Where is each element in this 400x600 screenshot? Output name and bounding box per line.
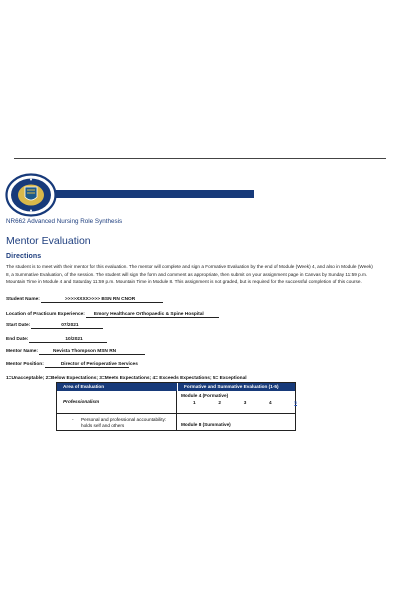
rating-2[interactable]: 2 xyxy=(218,400,221,405)
rating-3[interactable]: 3 xyxy=(243,400,247,405)
top-rule xyxy=(14,158,386,159)
mentor-name-label: Mentor Name: xyxy=(6,349,38,354)
location-value: Emory Healthcare Orthopaedic & Spine Hospital xyxy=(86,312,219,318)
location-field xyxy=(6,312,219,318)
rating-1[interactable]: 1 xyxy=(193,400,196,405)
directions-heading: Directions xyxy=(6,253,42,260)
module4-label: Module 4 (Formative) xyxy=(181,393,229,398)
evaluation-table xyxy=(56,382,296,431)
table-row xyxy=(57,414,295,430)
rating-options xyxy=(193,400,297,405)
row-label-professionalism: Professionalism xyxy=(57,391,177,413)
criterion-text: Personal and professional accountability: holds self and others xyxy=(81,417,167,428)
mentor-position-field xyxy=(6,362,138,368)
table-header-row xyxy=(57,383,295,391)
mentor-name-field xyxy=(6,349,145,355)
rating-scale-legend: 1=Unacceptable; 2=Below Expectations; 3=Meets Expectations; 4= Exceeds Expectations; 5= Exceptional xyxy=(6,376,247,381)
student-name-label: Student Name: xyxy=(6,297,40,302)
end-date-label: End Date: xyxy=(6,337,29,342)
end-date-value: 10/2021 xyxy=(29,337,107,343)
module8-label: Module 8 (Summative) xyxy=(181,422,231,427)
mentor-position-value: Director of Perioperative Services xyxy=(45,362,129,368)
table-header-area: Area of Evaluation xyxy=(57,383,178,391)
table-row xyxy=(57,391,295,414)
start-date-label: Start Date: xyxy=(6,323,31,328)
course-name: NR662 Advanced Nursing Role Synthesis xyxy=(6,218,123,225)
student-name-field xyxy=(6,297,163,303)
student-name-value: >>>>XXXX>>>> BSN RN CNOR xyxy=(41,297,163,303)
start-date-field xyxy=(6,323,103,329)
end-date-field xyxy=(6,337,107,343)
mentor-position-label: Mentor Position: xyxy=(6,362,44,367)
mentor-name-value: Nevista Thompson MSN RN xyxy=(39,349,145,355)
directions-text: The student is to meet with their mentor for this evaluation. The mentor will complete and sign a Formative Evaluation by the end of Module (Week) 4, and also in Module (Week) 8, a Summative Evaluation, of the session. The student will sign the form and comment as appropriate, then submit on your assignment page in Canvas by Sunday 11:59 p.m. Mountain Time in Module 4 and Saturday 11:59 p.m. Mountain Time in Module 8. This assignment is not graded, but is required for the successful completion of this course. xyxy=(6,264,373,285)
header-banner xyxy=(56,190,254,198)
rating-4[interactable]: 4 xyxy=(269,400,272,405)
university-seal-logo xyxy=(5,173,57,217)
start-date-value: 07/2021 xyxy=(31,323,103,329)
page-title: Mentor Evaluation xyxy=(6,235,91,247)
bullet-dash: - xyxy=(72,417,74,422)
table-header-evaluation: Formative and Summative Evaluation (1-5) xyxy=(184,384,279,389)
criterion-cell xyxy=(57,414,177,430)
rating-5-selected[interactable]: 5 xyxy=(294,400,297,405)
location-label: Location of Practicum Experience: xyxy=(6,312,85,317)
